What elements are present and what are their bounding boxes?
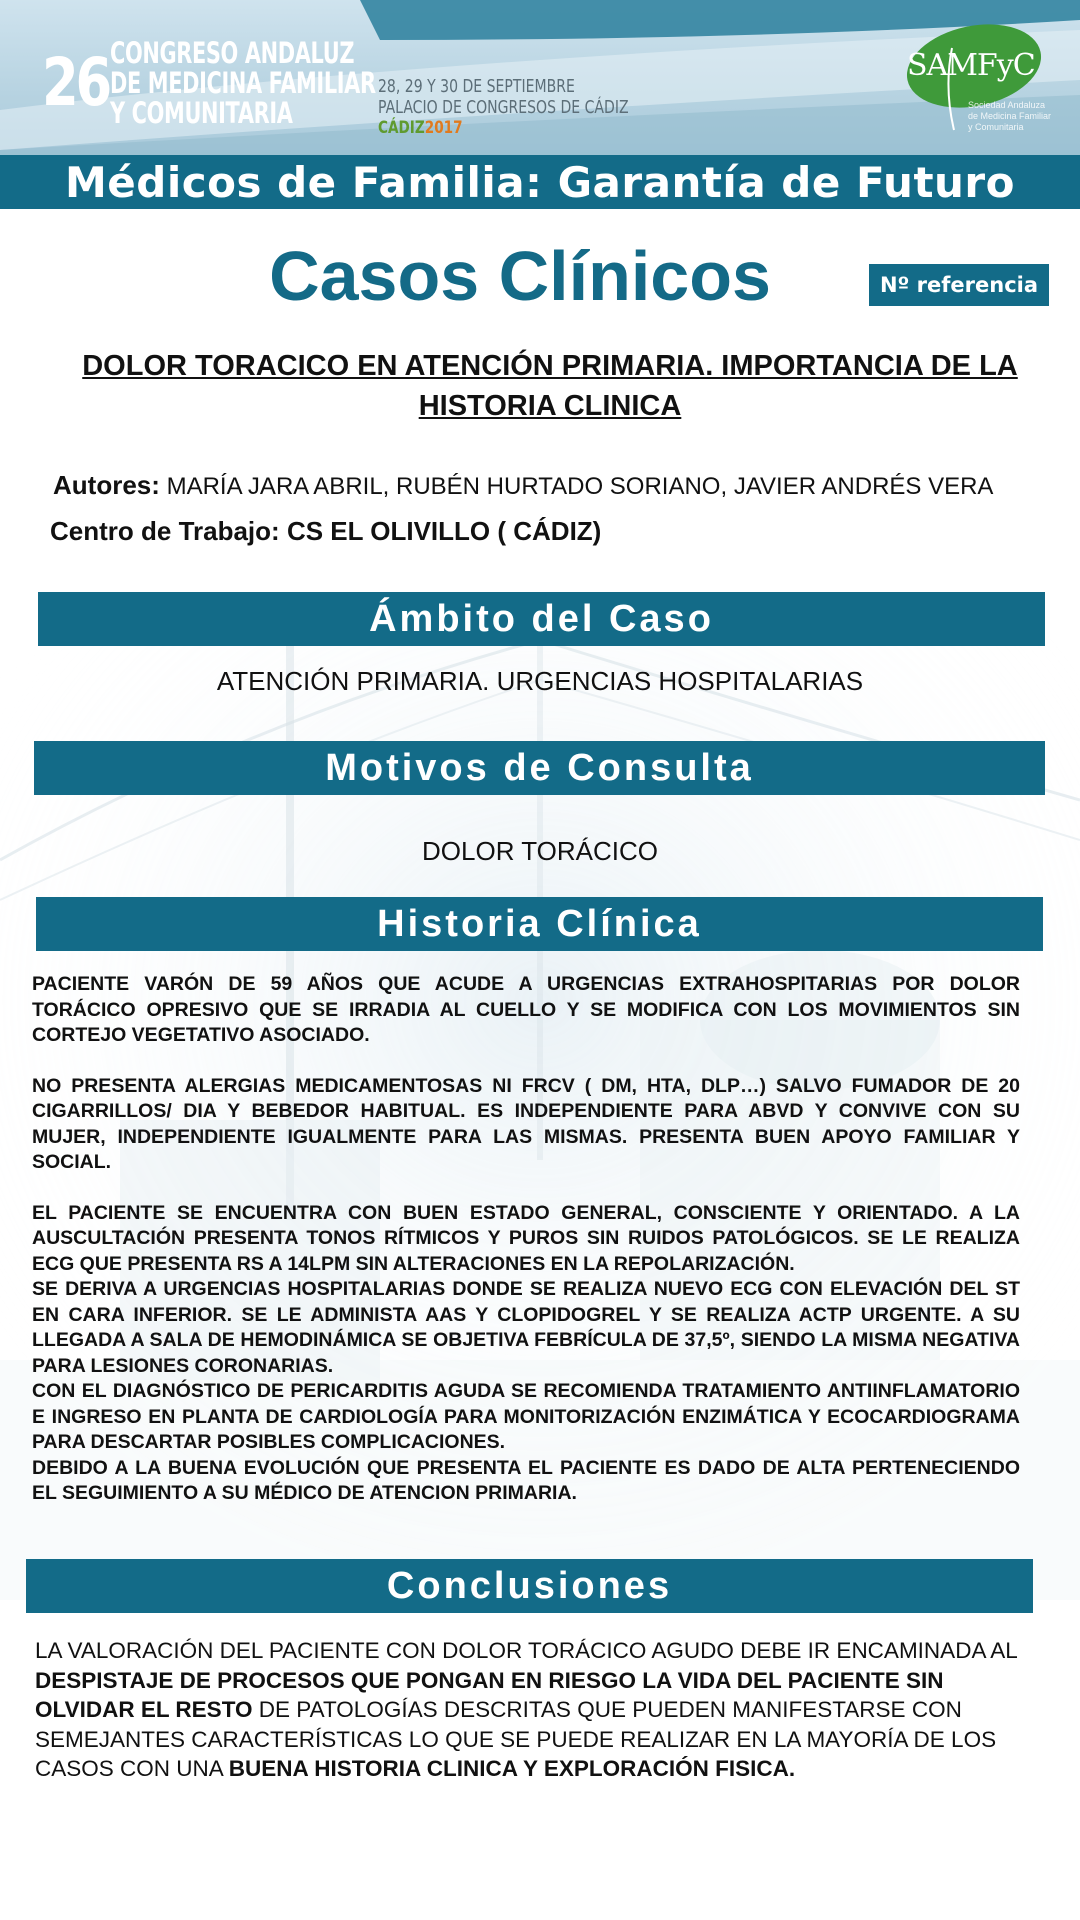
conclusion-part-1: LA VALORACIÓN DEL PACIENTE CON DOLOR TORÁCICO AGUDO DEBE IR ENCAMINADA AL (35, 1638, 1017, 1663)
edition-number: 26 (42, 44, 110, 121)
paragraph-gap (32, 1049, 1020, 1074)
event-year: 2017 (424, 118, 463, 138)
logo-subtitle-line-3: y Comunitaria (968, 122, 1024, 132)
ambito-text: ATENCIÓN PRIMARIA. URGENCIAS HOSPITALARIAS (216, 666, 864, 696)
page-title-text: Casos Clínicos (269, 237, 771, 315)
history-paragraph-3: EL PACIENTE SE ENCUENTRA CON BUEN ESTADO GENERAL, CONSCIENTE Y ORIENTADO. A LA AUSCULTACIÓN PRESENTA TONOS RÍTMICOS Y PUROS SIN RUIDOS PATOLÓGICOS. SE LE REALIZA ECG QUE PRESENTA RS A 14LPM SIN ALTERACIONES EN LA REPOLARIZACIÓN. (32, 1201, 1020, 1275)
event-dates: 28, 29 Y 30 DE SEPTIEMBRE (378, 76, 575, 97)
workplace-line (50, 516, 601, 547)
history-paragraph-2: NO PRESENTA ALERGIAS MEDICAMENTOSAS NI FRCV ( DM, HTA, DLP…) SALVO FUMADOR DE 20 CIGARRILLOS/ DIA Y BEBEDOR HABITUAL. ES INDEPENDIENTE PARA ABVD Y CONVIVE CON SU MUJER, INDEPENDIENTE IGUALMENTE PARA LAS MISMAS. PRESENTA BUEN APOYO FAMILIAR Y SOCIAL. (32, 1074, 1020, 1173)
section-header-motivos: Motivos de Consulta (34, 741, 1045, 795)
section-header-conclusiones: Conclusiones (26, 1559, 1033, 1613)
paragraph-gap (32, 1176, 1020, 1201)
clinical-history-text (32, 972, 1020, 1507)
workplace-name: CS EL OLIVILLO ( CÁDIZ) (286, 516, 602, 546)
conclusion-bold-2: BUENA HISTORIA CLINICA Y EXPLORACIÓN FISICA. (228, 1756, 796, 1781)
motivos-text: DOLOR TORÁCICO (422, 836, 658, 866)
authors-names: MARÍA JARA ABRIL, RUBÉN HURTADO SORIANO, JAVIER ANDRÉS VERA (166, 473, 994, 500)
reference-number-box: Nº referencia (869, 264, 1049, 306)
history-paragraph-6: DEBIDO A LA BUENA EVOLUCIÓN QUE PRESENTA EL PACIENTE ES DADO DE ALTA PERTENECIENDO EL SEGUIMIENTO A SU MÉDICO DE ATENCION PRIMARIA. (32, 1456, 1020, 1504)
case-title: DOLOR TORACICO EN ATENCIÓN PRIMARIA. IMPORTANCIA DE LA HISTORIA CLINICA (82, 350, 1018, 422)
section-header-historia: Historia Clínica (36, 897, 1043, 951)
section-header-ambito: Ámbito del Caso (38, 592, 1045, 646)
authors-label: Autores: (53, 470, 160, 500)
logo-subtitle-line-1: Sociedad Andaluza (968, 100, 1046, 110)
history-paragraph-5: CON EL DIAGNÓSTICO DE PERICARDITIS AGUDA SE RECOMIENDA TRATAMIENTO ANTIINFLAMATORIO E INGRESO EN PLANTA DE CARDIOLOGÍA PARA MONITORIZACIÓN ENZIMÁTICA Y ECOCARDIOGRAMA PARA DESCARTAR POSIBLES COMPLICACIONES. (32, 1380, 1020, 1453)
logo-subtitle-line-2: de Medicina Familiar (968, 111, 1052, 121)
conclusion-part-2: DE PATOLOGÍAS DESCRITAS QUE PUEDEN MANIFESTARSE CON SEMEJANTES CARACTERÍSTICAS LO QUE SE PUEDE REALIZAR EN LA MAYORÍA DE LOS CASOS CON UNA (35, 1697, 997, 1781)
history-paragraph-4: SE DERIVA A URGENCIAS HOSPITALARIAS DONDE SE REALIZA NUEVO ECG CON ELEVACIÓN DEL ST EN CARA INFERIOR. SE LE ADMINISTA AAS Y CLOPIDOGREL Y SE REALIZA ACTP URGENTE. A SU LLEGADA A SALA DE HEMODINÁMICA SE OBJETIVA FEBRÍCULA DE 37,5º, SIENDO LA MISMA NEGATIVA PARA LESIONES CORONARIAS. (32, 1278, 1020, 1377)
congress-name-line-3: Y COMUNITARIA (110, 96, 293, 130)
conclusions-text (35, 1636, 1025, 1784)
logo-wordmark: SAMFyC (907, 48, 1035, 83)
slogan: Médicos de Familia: Garantía de Futuro (65, 157, 1015, 207)
congress-name-line-1: CONGRESO ANDALUZ (110, 36, 355, 70)
authors-line (53, 470, 993, 501)
history-paragraph-1: PACIENTE VARÓN DE 59 AÑOS QUE ACUDE A URGENCIAS EXTRAHOSPITARIAS POR DOLOR TORÁCICO OPRESIVO QUE SE IRRADIA AL CUELLO Y SE MODIFICA CON LOS MOVIMIENTOS SIN CORTEJO VEGETATIVO ASOCIADO. (32, 973, 1020, 1046)
congress-name-line-2: DE MEDICINA FAMILIAR (110, 66, 376, 100)
event-city: CÁDIZ (378, 118, 425, 138)
workplace-label: Centro de Trabajo: (50, 516, 280, 546)
conclusion-bold-1: DESPISTAJE DE PROCESOS QUE PONGAN EN RIESGO LA VIDA DEL PACIENTE SIN OLVIDAR EL RESTO (35, 1667, 944, 1722)
event-venue: PALACIO DE CONGRESOS DE CÁDIZ (378, 97, 629, 118)
